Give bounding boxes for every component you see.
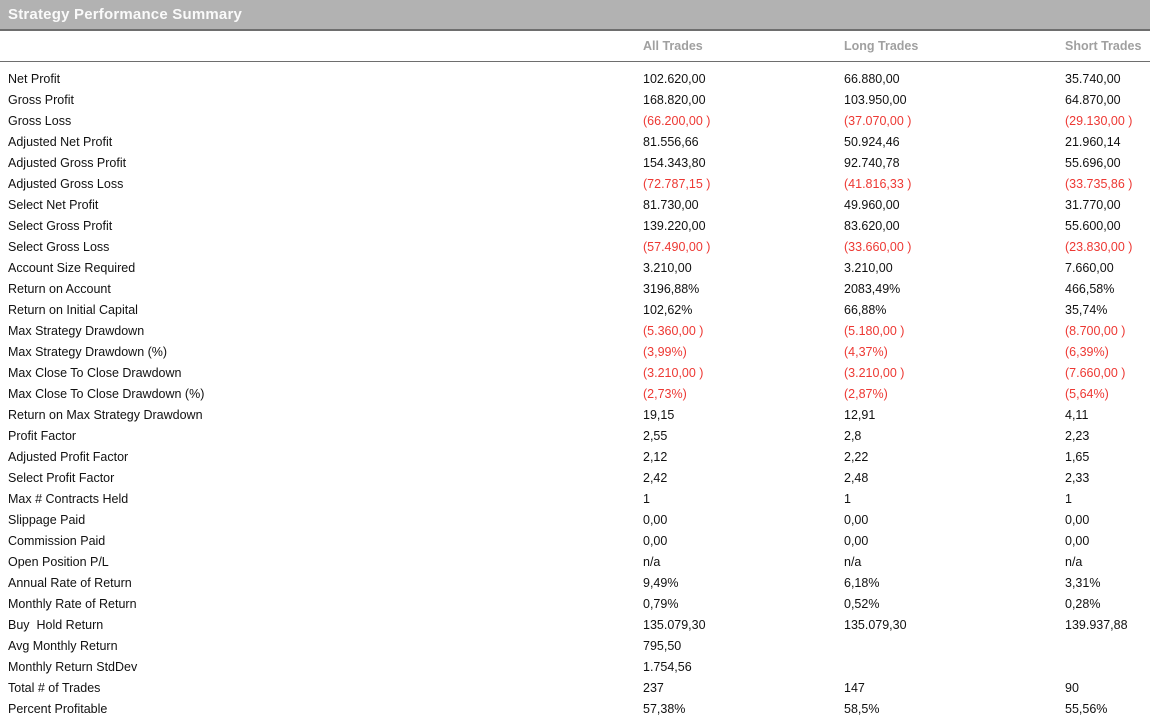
cell-short-trades: 1,65: [1065, 450, 1090, 464]
cell-long-trades: [844, 657, 1065, 678]
cell-short-trades: 2,33: [1065, 471, 1090, 485]
cell-all-trades: 2,12: [643, 450, 668, 464]
table-row: [0, 594, 1150, 615]
cell-short-trades: 31.770,00: [1065, 198, 1121, 212]
cell-all-trades: 2,42: [643, 471, 668, 485]
row-label: Slippage Paid: [8, 513, 86, 527]
cell-long-trades: (5.180,00 ): [844, 324, 905, 338]
table-row: [0, 447, 1150, 468]
table-row: [0, 657, 1150, 678]
cell-short-trades: 139.937,88: [1065, 618, 1128, 632]
row-label: Net Profit: [8, 72, 61, 86]
column-header-long-trades: Long Trades: [844, 39, 919, 53]
cell-short-trades: [1065, 636, 1150, 657]
cell-long-trades: 3.210,00: [844, 261, 893, 275]
cell-all-trades: 57,38%: [643, 702, 686, 716]
cell-all-trades: (66.200,00 ): [643, 114, 711, 128]
cell-long-trades: (41.816,33 ): [844, 177, 912, 191]
cell-short-trades: 7.660,00: [1065, 261, 1114, 275]
table-row: [0, 279, 1150, 300]
table-row: [0, 489, 1150, 510]
cell-short-trades: (6,39%): [1065, 345, 1109, 359]
cell-long-trades: 135.079,30: [844, 618, 907, 632]
cell-long-trades: 147: [844, 681, 865, 695]
cell-short-trades: (29.130,00 ): [1065, 114, 1133, 128]
row-label: Account Size Required: [8, 261, 136, 275]
cell-all-trades: 102,62%: [643, 303, 693, 317]
cell-long-trades: 2,48: [844, 471, 869, 485]
row-label: Max Close To Close Drawdown (%): [8, 387, 205, 401]
cell-all-trades: 154.343,80: [643, 156, 706, 170]
table-row: [0, 363, 1150, 384]
cell-all-trades: (2,73%): [643, 387, 687, 401]
table-header-row: [0, 31, 1150, 62]
row-label: Gross Profit: [8, 93, 74, 107]
cell-short-trades: 0,00: [1065, 534, 1090, 548]
cell-short-trades: 0,00: [1065, 513, 1090, 527]
cell-long-trades: 2083,49%: [844, 282, 901, 296]
cell-short-trades: 55.696,00: [1065, 156, 1121, 170]
cell-all-trades: (3,99%): [643, 345, 687, 359]
row-label: Adjusted Gross Loss: [8, 177, 124, 191]
table-row: [0, 384, 1150, 405]
row-label: Monthly Return StdDev: [8, 660, 138, 674]
row-label: Select Net Profit: [8, 198, 99, 212]
cell-long-trades: (3.210,00 ): [844, 366, 905, 380]
row-label: Adjusted Net Profit: [8, 135, 113, 149]
page-title: Strategy Performance Summary: [8, 6, 243, 23]
cell-long-trades: 0,00: [844, 534, 869, 548]
cell-all-trades: (3.210,00 ): [643, 366, 704, 380]
table-row: [0, 552, 1150, 573]
cell-long-trades: (2,87%): [844, 387, 888, 401]
cell-short-trades: 2,23: [1065, 429, 1090, 443]
row-label: Select Gross Profit: [8, 219, 113, 233]
cell-long-trades: 50.924,46: [844, 135, 900, 149]
table-row: [0, 342, 1150, 363]
cell-long-trades: 66,88%: [844, 303, 887, 317]
cell-all-trades: 0,00: [643, 534, 668, 548]
cell-long-trades: 58,5%: [844, 702, 880, 716]
cell-long-trades: 92.740,78: [844, 156, 900, 170]
cell-all-trades: 0,00: [643, 513, 668, 527]
cell-long-trades: [844, 636, 1065, 657]
cell-short-trades: 4,11: [1065, 408, 1089, 422]
cell-short-trades: n/a: [1065, 555, 1083, 569]
header-label-spacer: [8, 31, 643, 61]
cell-all-trades: 795,50: [643, 639, 682, 653]
row-label: Total # of Trades: [8, 681, 101, 695]
table-row: [0, 90, 1150, 111]
row-label: Max Strategy Drawdown: [8, 324, 145, 338]
row-label: Monthly Rate of Return: [8, 597, 137, 611]
row-label: Avg Monthly Return: [8, 639, 118, 653]
cell-all-trades: 81.556,66: [643, 135, 699, 149]
table-row: [0, 300, 1150, 321]
cell-short-trades: 55.600,00: [1065, 219, 1121, 233]
cell-short-trades: [1065, 657, 1150, 678]
cell-all-trades: (5.360,00 ): [643, 324, 704, 338]
cell-long-trades: 49.960,00: [844, 198, 900, 212]
cell-all-trades: 168.820,00: [643, 93, 706, 107]
table-row: [0, 468, 1150, 489]
cell-long-trades: 12,91: [844, 408, 876, 422]
row-label: Select Profit Factor: [8, 471, 115, 485]
cell-short-trades: (7.660,00 ): [1065, 366, 1126, 380]
cell-all-trades: (57.490,00 ): [643, 240, 711, 254]
row-label: Select Gross Loss: [8, 240, 110, 254]
row-label: Max Close To Close Drawdown: [8, 366, 182, 380]
cell-all-trades: 1: [643, 492, 650, 506]
cell-short-trades: (23.830,00 ): [1065, 240, 1133, 254]
cell-all-trades: (72.787,15 ): [643, 177, 711, 191]
cell-short-trades: 55,56%: [1065, 702, 1108, 716]
column-header-all-trades: All Trades: [643, 39, 703, 53]
table-row: [0, 531, 1150, 552]
table-row: [0, 132, 1150, 153]
cell-long-trades: 83.620,00: [844, 219, 900, 233]
table-row: [0, 237, 1150, 258]
table-row: [0, 573, 1150, 594]
cell-all-trades: 135.079,30: [643, 618, 706, 632]
table-row: [0, 69, 1150, 90]
cell-long-trades: 103.950,00: [844, 93, 907, 107]
cell-long-trades: (4,37%): [844, 345, 888, 359]
cell-short-trades: 64.870,00: [1065, 93, 1121, 107]
row-label: Percent Profitable: [8, 702, 108, 716]
table-row: [0, 111, 1150, 132]
table-row: [0, 615, 1150, 636]
table-body: [0, 62, 1150, 720]
cell-long-trades: 1: [844, 492, 851, 506]
table-row: [0, 321, 1150, 342]
cell-short-trades: 90: [1065, 681, 1079, 695]
cell-short-trades: (33.735,86 ): [1065, 177, 1133, 191]
cell-long-trades: n/a: [844, 555, 862, 569]
row-label: Return on Account: [8, 282, 111, 296]
cell-long-trades: 66.880,00: [844, 72, 900, 86]
cell-all-trades: 139.220,00: [643, 219, 706, 233]
row-label: Annual Rate of Return: [8, 576, 132, 590]
row-label: Max # Contracts Held: [8, 492, 129, 506]
table-row: [0, 426, 1150, 447]
table-row: [0, 216, 1150, 237]
cell-all-trades: 19,15: [643, 408, 675, 422]
table-row: [0, 174, 1150, 195]
cell-all-trades: 0,79%: [643, 597, 679, 611]
cell-all-trades: 237: [643, 681, 664, 695]
row-label: Return on Initial Capital: [8, 303, 138, 317]
cell-all-trades: 3196,88%: [643, 282, 700, 296]
row-label: Return on Max Strategy Drawdown: [8, 408, 203, 422]
cell-short-trades: 1: [1065, 492, 1072, 506]
table-row: [0, 699, 1150, 720]
title-bar: [0, 0, 1150, 31]
table-row: [0, 636, 1150, 657]
row-label: Open Position P/L: [8, 555, 109, 569]
table-row: [0, 258, 1150, 279]
cell-all-trades: n/a: [643, 555, 661, 569]
cell-long-trades: 2,8: [844, 429, 862, 443]
cell-all-trades: 102.620,00: [643, 72, 706, 86]
cell-long-trades: (37.070,00 ): [844, 114, 912, 128]
row-label: Max Strategy Drawdown (%): [8, 345, 168, 359]
cell-all-trades: 9,49%: [643, 576, 679, 590]
cell-long-trades: 0,52%: [844, 597, 880, 611]
row-label: Gross Loss: [8, 114, 72, 128]
cell-all-trades: 1.754,56: [643, 660, 692, 674]
table-row: [0, 153, 1150, 174]
table-row: [0, 510, 1150, 531]
cell-long-trades: 0,00: [844, 513, 869, 527]
cell-long-trades: (33.660,00 ): [844, 240, 912, 254]
row-label: Adjusted Gross Profit: [8, 156, 127, 170]
row-label: Adjusted Profit Factor: [8, 450, 129, 464]
row-label: Commission Paid: [8, 534, 106, 548]
cell-short-trades: (8.700,00 ): [1065, 324, 1126, 338]
table-row: [0, 678, 1150, 699]
cell-long-trades: 2,22: [844, 450, 869, 464]
cell-short-trades: 35.740,00: [1065, 72, 1121, 86]
column-header-short-trades: Short Trades: [1065, 39, 1142, 53]
cell-short-trades: (5,64%): [1065, 387, 1109, 401]
cell-short-trades: 21.960,14: [1065, 135, 1121, 149]
cell-all-trades: 81.730,00: [643, 198, 699, 212]
cell-short-trades: 35,74%: [1065, 303, 1108, 317]
table-row: [0, 195, 1150, 216]
table-row: [0, 405, 1150, 426]
cell-short-trades: 466,58%: [1065, 282, 1115, 296]
row-label: Buy Hold Return: [8, 618, 104, 632]
cell-short-trades: 0,28%: [1065, 597, 1101, 611]
cell-all-trades: 2,55: [643, 429, 668, 443]
cell-short-trades: 3,31%: [1065, 576, 1101, 590]
cell-long-trades: 6,18%: [844, 576, 880, 590]
row-label: Profit Factor: [8, 429, 77, 443]
cell-all-trades: 3.210,00: [643, 261, 692, 275]
